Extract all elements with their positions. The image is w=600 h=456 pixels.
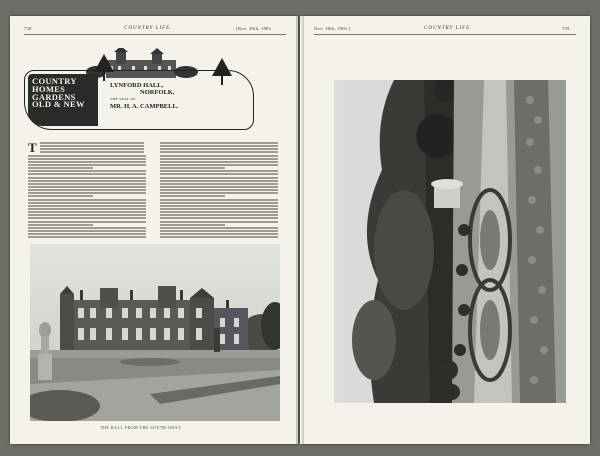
series-title-line: HOMES: [32, 83, 66, 94]
text-line: [160, 217, 278, 219]
text-line: [160, 186, 278, 188]
text-line: [28, 227, 146, 229]
text-line: [160, 189, 278, 191]
garden-photograph: [334, 80, 566, 403]
text-line: [28, 230, 146, 232]
text-line: [160, 158, 278, 160]
text-line: [160, 208, 278, 210]
left-running-title: COUNTRY LIFE.: [124, 26, 173, 31]
text-line: [28, 221, 146, 223]
text-line: [28, 161, 146, 163]
masthead: [24, 40, 252, 136]
house-name: LYNFORD HALL,: [110, 82, 164, 89]
photo-caption: THE HALL FROM THE SOUTH-WEST.: [100, 425, 183, 430]
text-line: [160, 148, 278, 150]
text-line: [28, 202, 146, 204]
body-text-column-right: [160, 142, 278, 242]
header-rule: [24, 34, 286, 35]
text-line: [160, 167, 225, 169]
text-line: [160, 195, 225, 197]
text-line: [28, 195, 93, 197]
owner: MR. H. A. CAMPBELL.: [110, 103, 179, 110]
series-title-line: OLD & NEW: [32, 99, 85, 110]
text-line: [28, 177, 146, 179]
right-running-title: COUNTRY LIFE.: [424, 26, 473, 31]
page-gutter: [296, 16, 304, 444]
text-line: [28, 208, 146, 210]
magazine-spread: [10, 16, 590, 444]
county: NORFOLK,: [140, 89, 175, 96]
text-line: [160, 145, 278, 147]
text-line: [40, 142, 144, 144]
text-line: [28, 192, 146, 194]
right-date: Nov. 30th, 1901.]: [314, 26, 351, 31]
drop-cap: T: [28, 140, 37, 155]
text-line: [160, 170, 278, 172]
text-line: [160, 177, 278, 179]
text-line: [160, 183, 278, 185]
text-line: [40, 148, 144, 150]
text-line: [160, 236, 278, 238]
seat-of: THE SEAT OF: [110, 97, 136, 101]
series-title-line: COUNTRY: [32, 76, 77, 86]
text-line: [28, 186, 146, 188]
body-text-column-left: [28, 142, 146, 242]
text-line: [160, 180, 278, 182]
text-line: [28, 236, 146, 238]
left-date: [Nov. 30th, 1901.: [236, 26, 273, 31]
text-line: [160, 199, 278, 201]
text-line: [28, 224, 93, 226]
text-line: [28, 205, 146, 207]
text-line: [28, 173, 146, 175]
hall-photograph: [30, 244, 280, 421]
text-line: [160, 151, 278, 153]
text-line: [160, 221, 278, 223]
text-line: [160, 155, 278, 157]
text-line: [160, 164, 278, 166]
article-heading: [110, 82, 178, 110]
text-line: [160, 227, 278, 229]
text-line: [160, 205, 278, 207]
text-line: [28, 155, 146, 157]
text-line: [160, 161, 278, 163]
text-line: [28, 211, 146, 213]
left-page: [10, 16, 298, 444]
text-line: [160, 142, 278, 144]
header-rule: [314, 34, 576, 35]
text-line: [28, 233, 146, 235]
text-line: [28, 164, 146, 166]
text-line: [160, 214, 278, 216]
text-line: [28, 167, 93, 169]
text-line: [28, 183, 146, 185]
text-line: [40, 145, 144, 147]
text-line: [40, 151, 144, 153]
text-line: [28, 217, 146, 219]
text-line: [28, 158, 146, 160]
text-line: [160, 230, 278, 232]
series-title: [32, 78, 96, 109]
series-title-line: GARDENS: [32, 91, 76, 102]
text-line: [28, 180, 146, 182]
text-line: [160, 202, 278, 204]
text-line: [160, 211, 278, 213]
text-line: [160, 192, 278, 194]
text-line: [28, 199, 146, 201]
right-page-number: 759: [562, 26, 570, 31]
text-line: [160, 224, 225, 226]
left-page-number: 758: [24, 26, 32, 31]
text-line: [160, 173, 278, 175]
text-line: [160, 233, 278, 235]
text-line: [28, 189, 146, 191]
text-line: [28, 170, 146, 172]
text-line: [28, 214, 146, 216]
